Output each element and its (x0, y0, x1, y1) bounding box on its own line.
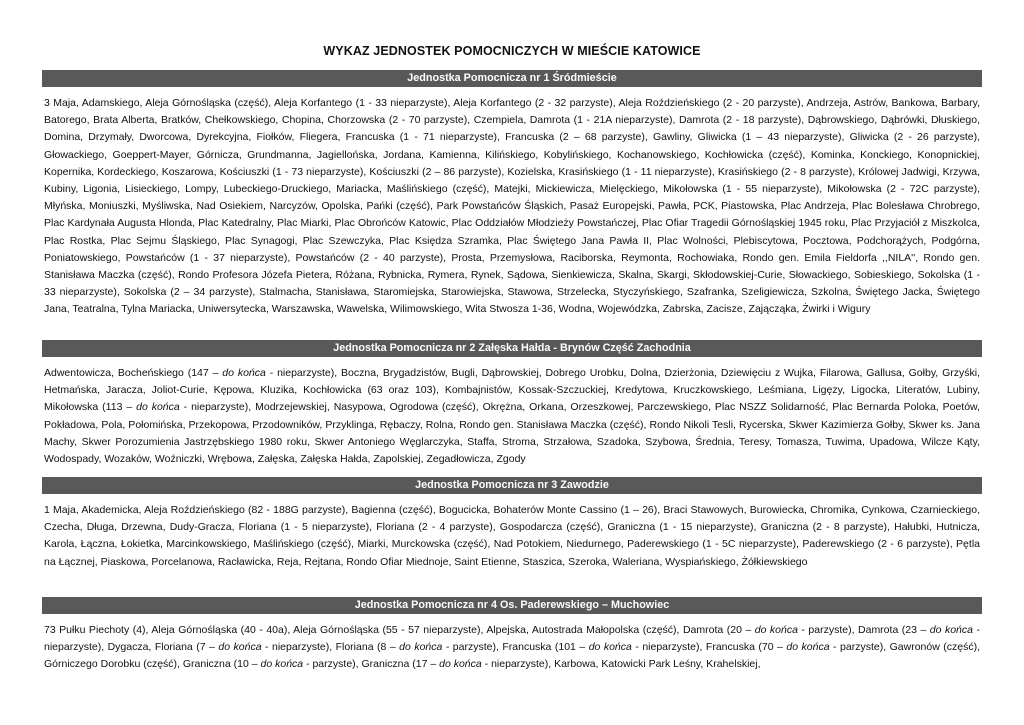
text-run: - parzyste), Damrota (23 – (797, 624, 930, 636)
text-run: - nieparzyste), Floriana (8 – (261, 641, 400, 654)
text-run: - nieparzyste), Boczna, Brygadzistów, Bugli, Dąbrowskiej, Dobrego Urobku, Dolna, Dzierżonia, Dziewięciu z Wujka, Filarowa, Gallusa, Gołby, Grzyśki, Hetmańska, Jaracza, Joliot-Curie, Kępowa, Kluzika, Kochłowicka (63 oraz 103), Kombajnistów, Kossak-Szczuckiej, Kredytowa, Kruczkowskiego, Leśmiana, Ligęzy, Ligocka, Literatów, Lubiny, Mikołowska (113 – (44, 367, 980, 414)
section-header-4: Jednostka Pomocnicza nr 4 Os. Paderewskiego – Muchowiec (42, 597, 982, 614)
text-run: - nieparzyste), Dygacza, Floriana (7 – (44, 624, 980, 654)
text-run: - parzyste), Francuska (101 – (442, 641, 589, 654)
text-run-italic: do końca (588, 641, 632, 654)
text-run: - nieparzyste), Francuska (70 – (631, 641, 787, 654)
text-run-italic: do końca (218, 641, 262, 654)
text-run: - parzyste), Graniczna (17 – (303, 658, 440, 671)
page-title: WYKAZ JEDNOSTEK POMOCNICZYCH W MIEŚCIE KATOWICE (323, 44, 701, 58)
section-text-2 (44, 365, 980, 468)
text-run-italic: do końca (439, 658, 482, 671)
text-run-italic: do końca (136, 401, 180, 414)
section-text-1: 3 Maja, Adamskiego, Aleja Górnośląska (część), Aleja Korfantego (1 - 33 nieparzyste), Aleja Korfantego (2 - 32 parzyste), Aleja Roździeńskiego (2 - 20 parzyste), Andrzeja, Astrów, Bankowa, Barbary, Batorego, Brata Alberta, Bratków, Chełkowskiego, Chopina, Chorzowska (2 - 70 parzyste), Czempiela, Damrota (1 - 21A nieparzyste), Damrota (2 - 18 parzyste), Dąbrowskiego, Dąbrówki, Dłuskiego, Domina, Drzymały, Dworcowa, Dyrekcyjna, Fiołków, Fliegera, Francuska (1 - 71 nieparzyste), Francuska (2 – 68 parzyste), Gawliny, Gliwicka (1 – 43 nieparzyste), Gliwicka (2 - 26 parzyste), Głowackiego, Goeppert-Mayer, Górnicza, Grundmanna, Jagiellońska, Jordana, Kamienna, Kilińskiego, Kobylińskiego, Kochanowskiego, Kochłowicka (część), Kominka, Konckiego, Konopnickiej, Kopernika, Kordeckiego, Koszarowa, Kościuszki (1 - 73 nieparzyste), Kościuszki (2 – 86 parzyste), Kozielska, Krasińskiego (1 - 11 nieparzyste), Krasińskiego (2 - 8 parzyste), Królowej Jadwigi, Krzywa, Kubiny, Ligonia, Lisieckiego, Lompy, Lubeckiego-Druckiego, Mariacka, Maślińskiego (część), Matejki, Mickiewicza, Mielęckiego, Mikołowska (1 - 55 nieparzyste), Mikołowska (2 - 72C parzyste), Młyńska, Moniuszki, Myśliwska, Nad Osiekiem, Narcyzów, Opolska, Pańki (część), Park Powstańców Śląskich, Pasaż Europejski, Pawła, PCK, Piastowska, Plac Andrzeja, Plac Bolesława Chrobrego, Plac Kardynała Augusta Hlonda, Plac Katedralny, Plac Miarki, Plac Obrońców Katowic, Plac Oddziałów Młodzieży Powstańczej, Plac Ofiar Tragedii Górnośląskiej 1945 roku, Plac Przyjaciół z Miszkolca, Plac Rostka, Plac Sejmu Śląskiego, Plac Synagogi, Plac Szewczyka, Plac Księdza Szramka, Plac Świętego Jana Pawła II, Plac Wolności, Plebiscytowa, Pocztowa, Podchorążych, Podgórna, Poniatowskiego, Powstańców (1 - 37 nieparzyste), Powstańców (2 - 40 parzyste), Prosta, Przemysłowa, Raciborska, Reymonta, Rochowiaka, Rondo gen. Emila Fieldorfa ,,NILA'', Rondo gen. Stanisława Maczka (część), Rondo Profesora Józefa Pietera, Różana, Rybnicka, Rymera, Rynek, Sądowa, Sienkiewicza, Skalna, Skargi, Skłodowskiej-Curie, Słowackiego, Sobieskiego, Sokolska (1 - 33 nieparzyste), Sokolska (2 – 34 parzyste), Stalmacha, Stanisława, Staromiejska, Starowiejska, Stawowa, Strzelecka, Styczyńskiego, Szafranka, Szeligiewicza, Szkolna, Świętego Jacka, Świętego Jana, Teatralna, Tylna Mariacka, Uniwersytecka, Warszawska, Wawelska, Wilimowskiego, Wita Stwosza 1-36, Wodna, Wojewódzka, Zabrska, Zacisze, Zającząka, Żwirki i Wigury (44, 97, 980, 316)
text-run-italic: do końca (929, 624, 973, 636)
text-run-italic: do końca (399, 641, 443, 654)
text-run-italic: do końca (260, 658, 304, 671)
text-run: Adwentowicza, Bocheńskiego (147 – (44, 367, 223, 379)
text-run: - nieparzyste), Modrzejewskiej, Nasypowa, Ogrodowa (część), Okrężna, Orkana, Orzeszkowej, Parczewskiego, Plac NSZZ Solidarność, Plac Bernarda Poloka, Poetów, Pokładowa, Pola, Połomińska, Przekopowa, Przodowników, Przyklinga, Rębaczy, Rolna, Rondo gen. Stanisława Maczka (część), Rondo Nikoli Tesli, Rycerska, Skwer Kazimierza Gołby, Skwer ks. Jana Machy, Skwer Porozumienia Jastrzębskiego 1980 roku, Skwer Antoniego Węglarczyka, Staffa, Stroma, Strzałowa, Szadoka, Szybowa, Średnia, Teresy, Tomasza, Tuwima, Upadowa, Wilcze Kąty, Wodospady, Wozaków, Woźniczki, Wrębowa, Załęska, Załęska Hałda, Zapolskiej, Zegadłowicza, Zgody (44, 401, 980, 466)
text-run-italic: do końca (786, 641, 830, 654)
text-run: - parzyste), Gawronów (część), Górniczego Dorobku (część), Graniczna (10 – (44, 641, 981, 671)
section-header-2: Jednostka Pomocnicza nr 2 Załęska Hałda - Brynów Część Zachodnia (42, 340, 982, 357)
section-text-4 (44, 622, 980, 674)
text-run-italic: do końca (222, 367, 266, 379)
section-header-1: Jednostka Pomocnicza nr 1 Śródmieście (42, 70, 982, 87)
section-header-3: Jednostka Pomocnicza nr 3 Zawodzie (42, 477, 982, 494)
text-run: 73 Pułku Piechoty (4), Aleja Górnośląska (40 - 40a), Aleja Górnośląska (55 - 57 nieparzyste), Alpejska, Autostrada Małopolska (część), Damrota (20 – (44, 624, 755, 636)
section-text-3: 1 Maja, Akademicka, Aleja Roździeńskiego (82 - 188G parzyste), Bagienna (część), Bogucicka, Bohaterów Monte Cassino (1 – 26), Braci Stawowych, Burowiecka, Chromika, Cynkowa, Czarnieckiego, Czecha, Długa, Drzewna, Dudy-Gracza, Floriana (1 - 5 nieparzyste), Floriana (2 - 4 parzyste), Gospodarcza (część), Graniczna (1 - 15 nieparzyste), Graniczna (2 - 8 parzyste), Hałubki, Hutnicza, Karola, Łączna, Łokietka, Marcinkowskiego, Maślińskiego (część), Miarki, Murckowska (część), Nad Potokiem, Niedurnego, Paderewskiego (1 - 5C nieparzyste), Paderewskiego (2 - 6 parzyste), Pętla na Łącznej, Piaskowa, Porcelanowa, Racławicka, Reja, Rejtana, Rondo Ofiar Miednoje, Saint Etienne, Staszica, Szeroka, Waleriana, Wyspiańskiego, Żółkiewskiego (44, 504, 980, 568)
text-run-italic: do końca (754, 624, 798, 636)
text-run: - nieparzyste), Karbowa, Katowicki Park Leśny, Krahelskiej, (481, 658, 761, 671)
